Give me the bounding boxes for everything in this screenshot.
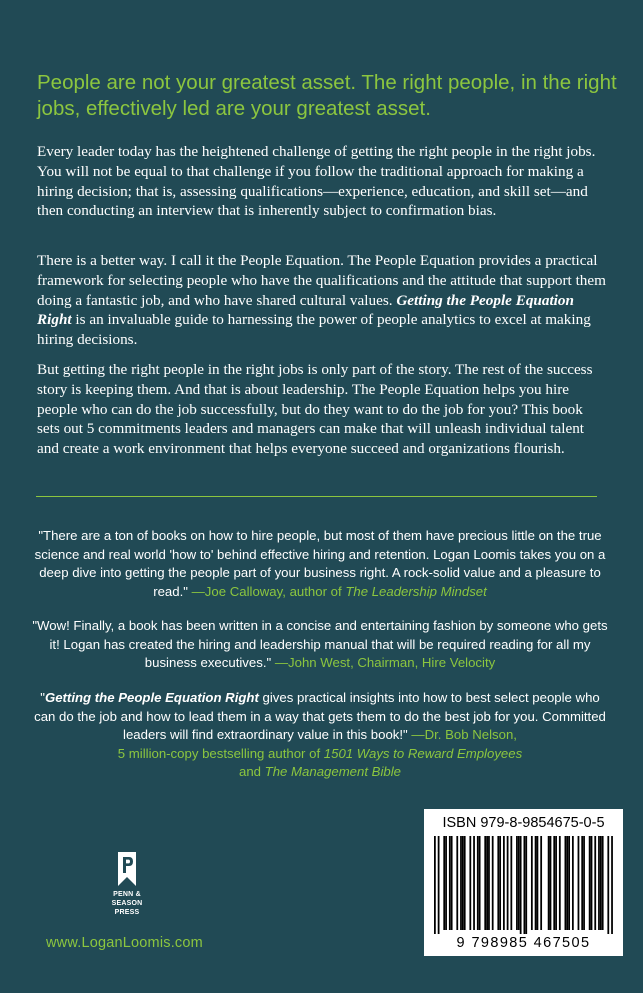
barcode-bar <box>479 836 481 930</box>
barcode-bar <box>566 836 568 930</box>
barcode-bar <box>460 836 462 930</box>
quote-2-attribution: —John West, Chairman, Hire Velocity <box>271 655 496 670</box>
barcode-bar <box>497 836 499 930</box>
barcode-bar <box>438 836 440 934</box>
quote-3-author-book-2: The Management Bible <box>264 764 402 779</box>
barcode-bar <box>499 836 501 930</box>
quote-1-text: "There are a ton of books on how to hire people, but most of them have precious little on the true science and real world 'how to' behind effective hiring and retention. Logan Loomis takes you on a deep dive into getting the people part of your business right. A rock-solid value and a pleasure to read." <box>34 528 606 599</box>
barcode-bar <box>473 836 475 930</box>
barcode-bar <box>449 836 451 930</box>
quote-3-open-mark: " <box>40 690 45 705</box>
barcode-bar <box>583 836 585 930</box>
barcode-bar <box>581 836 583 930</box>
barcode-bar <box>462 836 464 930</box>
publisher-name: PENN & SEASON PRESS <box>111 891 143 916</box>
barcode-bar <box>611 836 613 934</box>
barcode-bar <box>507 836 509 930</box>
quote-3-author-credit: 5 million-copy bestselling author of <box>117 745 324 761</box>
quote-3-text: gives practical insights into how to best select people who can do the job and how to lead them in a way that gets them to do the best job for you. Committed leaders will find extraordinary value in this book!" <box>34 690 606 742</box>
barcode-bar <box>572 836 574 930</box>
quote-1-author: —Joe Calloway, author of <box>187 583 346 599</box>
isbn-label: ISBN 979-8-9854675-0-5 <box>442 815 605 831</box>
endorsement-quote-3 <box>30 689 610 782</box>
barcode-bar <box>524 836 526 934</box>
barcode-bar <box>486 836 488 930</box>
barcode-bar <box>531 836 533 930</box>
description-paragraph-1: Every leader today has the heightened challenge of getting the right people in the right jobs. You will not be equal to that challenge if you follow the traditional approach for making a hiring decision; that is, assessing qualifications—experience, education, and skill set—and then conducting an interview that is inherently subject to confirmation bias. <box>37 143 596 220</box>
barcode-bar <box>520 836 522 934</box>
barcode-bar <box>600 836 602 930</box>
quote-3-and: and <box>238 764 265 779</box>
paragraph-2-text-a: There is a better way. I call it the People Equation. The People Equation provides a practical framework for selecting people who have the qualifications and the attitude that support them doing a fantastic job, and who have shared cultural values. <box>37 252 606 309</box>
barcode-bar <box>553 836 555 930</box>
isbn-barcode <box>424 809 623 956</box>
barcode-bar <box>598 836 600 930</box>
barcode-bar <box>568 836 570 930</box>
barcode-bar <box>443 836 445 930</box>
barcode-bar <box>535 836 537 930</box>
barcode-bar <box>550 836 552 930</box>
section-divider <box>36 496 597 497</box>
barcode-bar <box>589 836 591 930</box>
barcode-bar <box>434 836 436 934</box>
barcode-bar <box>451 836 453 930</box>
barcode-bars <box>434 836 613 934</box>
barcode-bar <box>456 836 458 930</box>
quote-3-author: —Dr. Bob Nelson, <box>407 727 517 742</box>
author-website-link[interactable]: www.LoganLoomis.com <box>46 935 203 951</box>
barcode-bar <box>503 836 505 930</box>
quote-3-book-title: Getting the People Equation Right <box>44 690 259 705</box>
barcode-bar <box>537 836 539 930</box>
quote-1-author-book: The Leadership Mindset <box>345 583 487 599</box>
barcode-bar <box>492 836 494 930</box>
barcode-bar <box>445 836 447 930</box>
barcode-bar <box>607 836 609 934</box>
publisher-logo <box>104 852 150 917</box>
quote-3-author-book-1: 1501 Ways to Reward Employees <box>323 745 523 761</box>
endorsement-quote-1 <box>30 527 610 601</box>
barcode-bar <box>518 836 520 930</box>
publisher-bookmark-p-logo <box>116 852 138 886</box>
barcode-bar <box>516 836 518 930</box>
barcode-bar <box>555 836 557 930</box>
book-title-inline: Getting the People Equation Right <box>37 291 574 329</box>
description-paragraph-2 <box>37 251 609 350</box>
barcode-bar <box>469 836 471 930</box>
barcode-bar <box>464 836 466 930</box>
paragraph-2-text-b: is an invaluable guide to harnessing the power of people analytics to excel at making hiring decisions. <box>37 311 591 349</box>
barcode-bar <box>559 836 561 930</box>
barcode-bar <box>525 836 527 934</box>
barcode-bar <box>594 836 596 930</box>
barcode-digits: 9 798985 467505 <box>456 935 591 951</box>
barcode-bar <box>488 836 490 930</box>
quote-1-attribution <box>188 584 487 599</box>
endorsement-quote-2 <box>30 617 610 673</box>
description-paragraph-3: But getting the right people in the right jobs is only part of the story. The rest of the success story is keeping them. And that is about leadership. The People Equation helps you hire people who can do the job successfully, but do they want to do the job for you? This book sets out 5 commitments leaders and managers can make that will unleash individual talent and create a work environment that helps everyone succeed and organizations flourish. <box>37 361 593 458</box>
barcode-bar <box>510 836 512 930</box>
barcode-bar <box>591 836 593 930</box>
quote-2-text: "Wow! Finally, a book has been written in a concise and entertaining fashion by someone who gets it! Logan has created the hiring and leadership manual that will be required reading for all my business executives." <box>32 618 608 670</box>
barcode-bar <box>540 836 542 930</box>
barcode-bar <box>565 836 567 930</box>
headline: People are not your greatest asset. The right people, in the right jobs, effectively led are your greatest asset. <box>37 71 617 120</box>
barcode-bar <box>484 836 486 930</box>
barcode-bar <box>578 836 580 930</box>
barcode-bar <box>602 836 604 930</box>
barcode-bar <box>477 836 479 930</box>
barcode-bar <box>548 836 550 930</box>
